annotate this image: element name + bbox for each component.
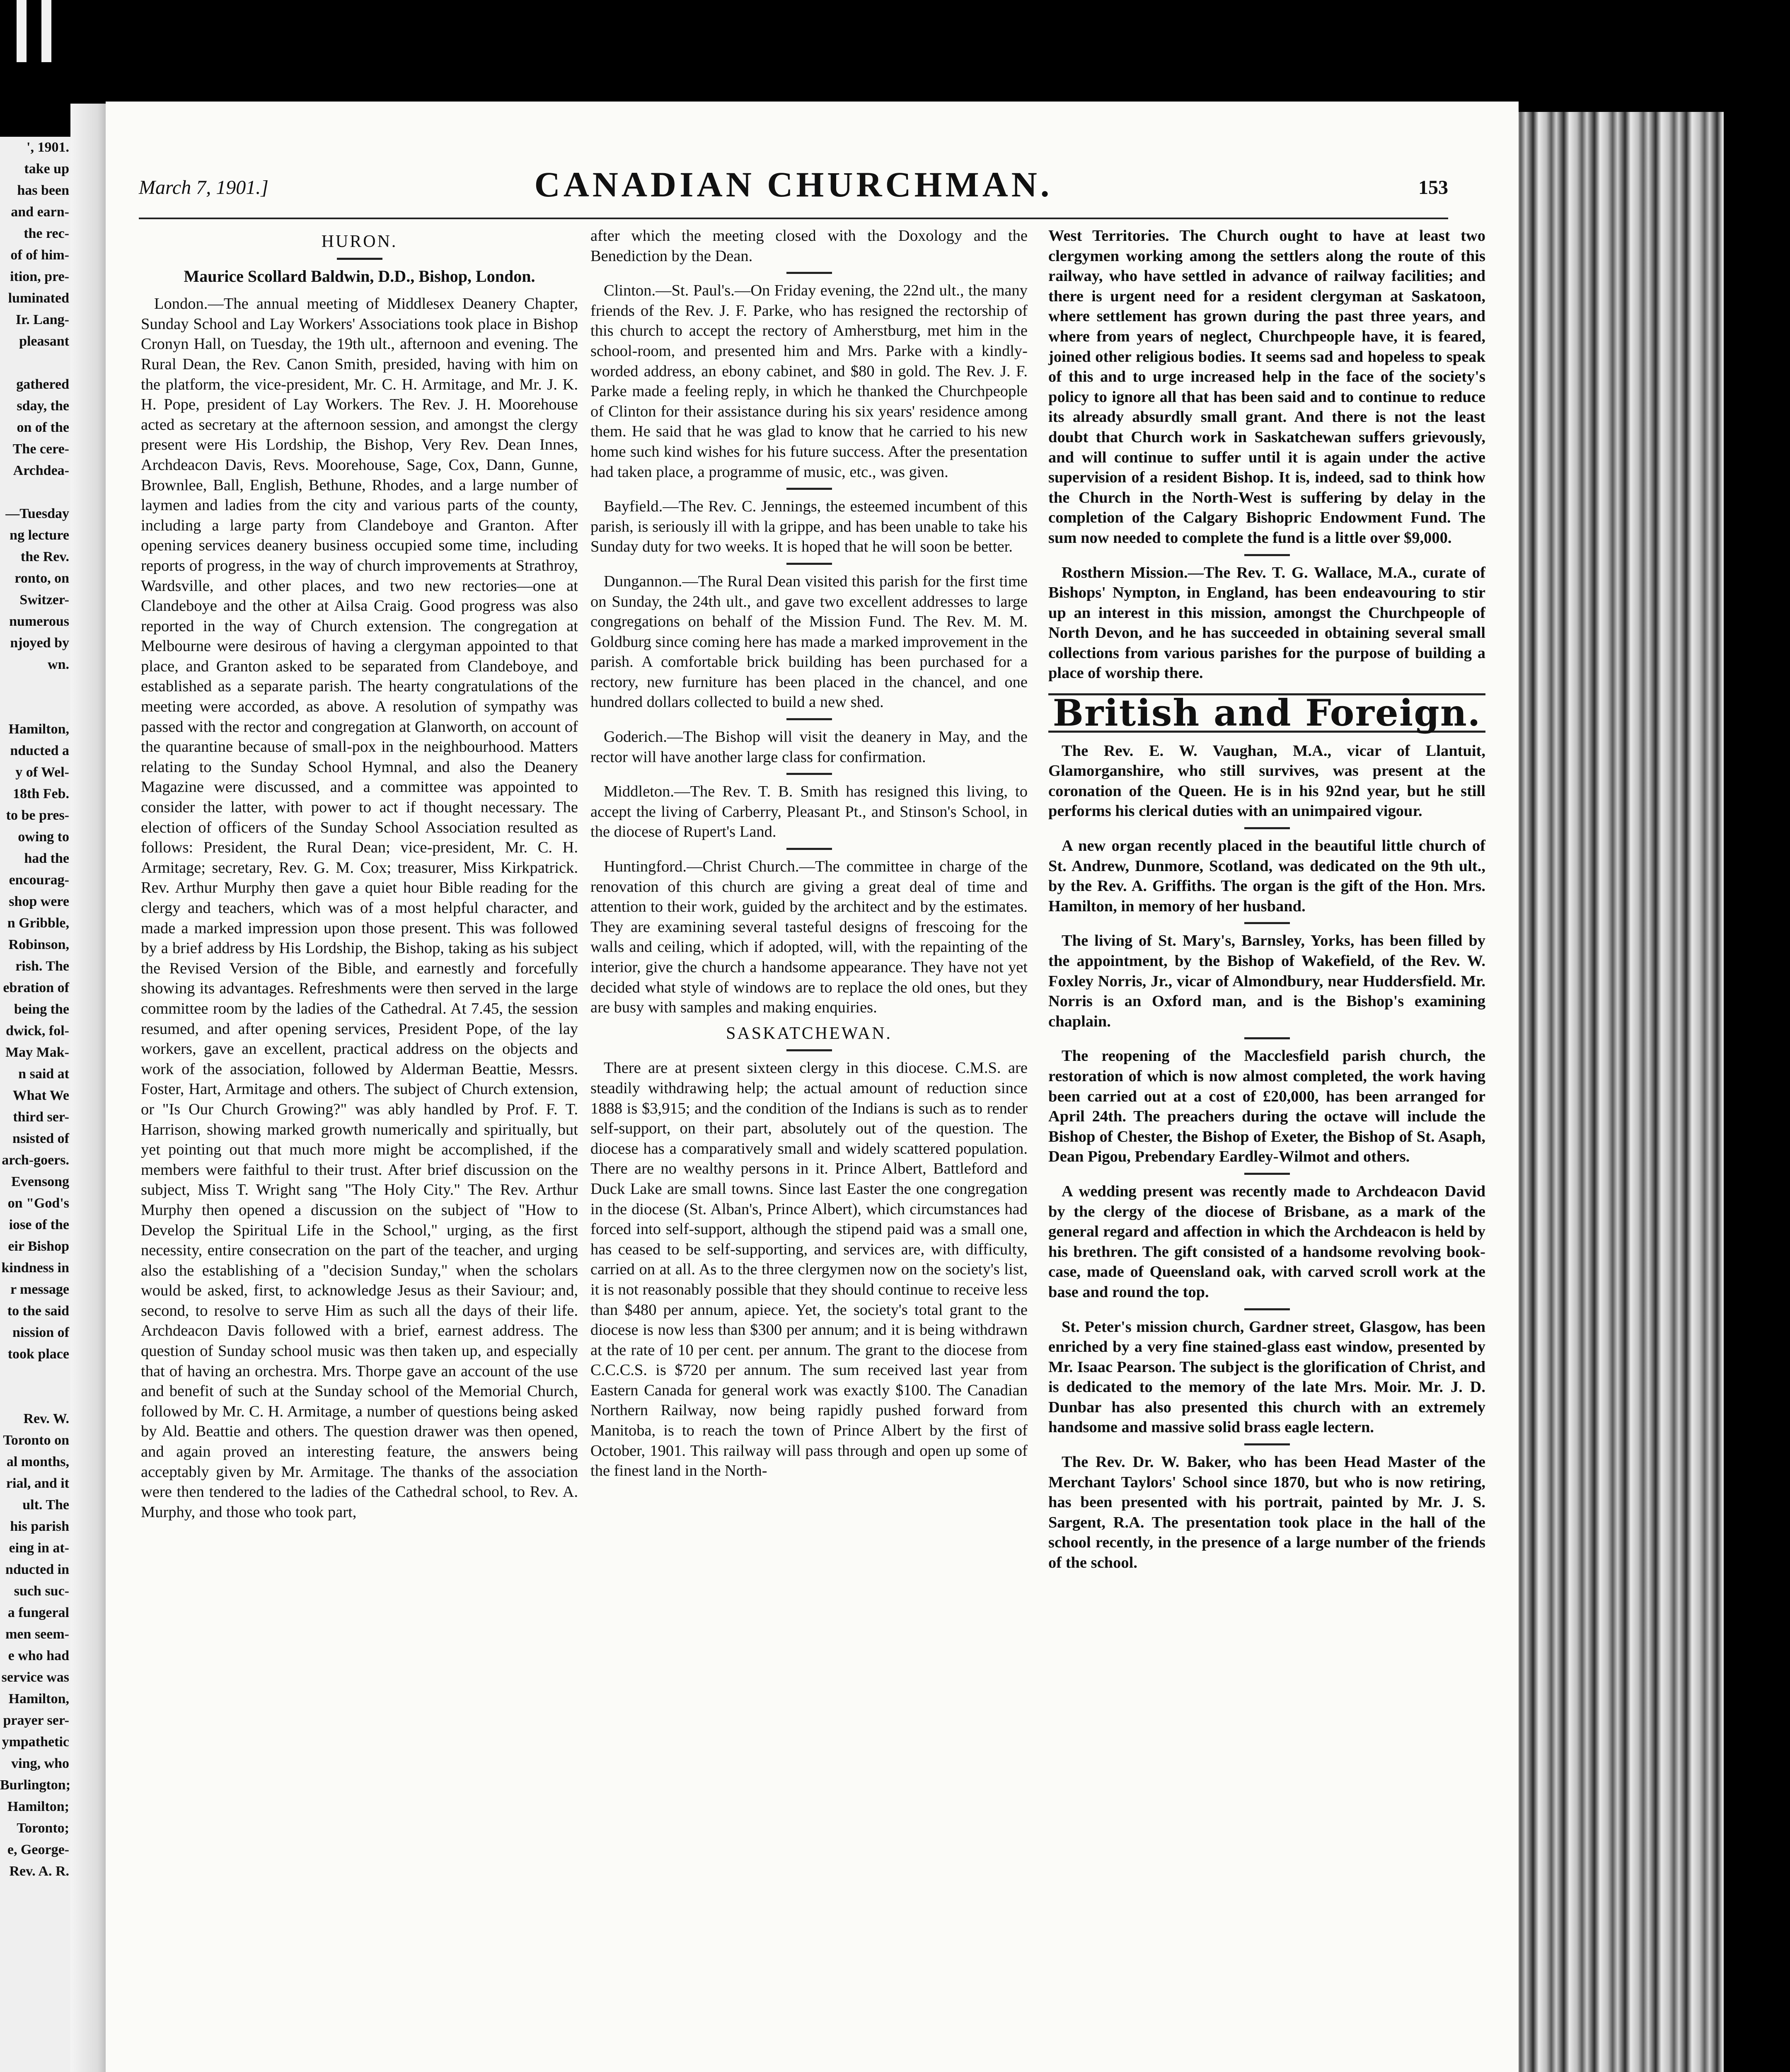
facing-page-line: e who had xyxy=(8,1648,69,1663)
divider xyxy=(786,272,832,274)
facing-page-line: ', 1901. xyxy=(27,140,69,155)
article-vaughan: The Rev. E. W. Vaughan, M.A., vicar of Llantuit, Glamorganshire, who still survives, was present at the coronation of the Queen. He is in his 92nd year, but he still performs his clerical duties with an unimpaired vigour. xyxy=(1048,742,1485,820)
facing-page-line: y of Wel- xyxy=(15,765,69,780)
facing-page-line: Archdea- xyxy=(13,463,69,478)
column-1 xyxy=(141,226,578,1526)
facing-page-line: iose of the xyxy=(9,1217,69,1232)
facing-page-line: —Tuesday xyxy=(5,506,69,521)
facing-page-line: Ir. Lang- xyxy=(15,312,69,327)
divider xyxy=(1244,1173,1290,1175)
column-2 xyxy=(590,226,1028,1485)
facing-page-line: pleasant xyxy=(19,334,69,349)
facing-page-line: Rev. W. xyxy=(23,1411,69,1426)
facing-page-line: took place xyxy=(7,1346,69,1362)
facing-page-line: e, George- xyxy=(7,1842,69,1857)
film-marker-top-1 xyxy=(17,0,27,62)
facing-page-line: luminated xyxy=(8,290,69,306)
facing-page-line xyxy=(0,697,73,719)
article-rosthern: Rosthern Mission.—The Rev. T. G. Wallace, M.A., curate of Bishops' Nympton, in England, has been endeavouring to stir up an interest in this mission, amongst the Churchpeople of North Devon, and he has succeeded in obtaining several small collections from various parishes for the purpose of building a place of worship there. xyxy=(1048,564,1485,682)
facing-page-line xyxy=(0,1365,73,1387)
facing-page-line: eing in at- xyxy=(9,1540,69,1556)
facing-page-line: on of the xyxy=(17,420,69,435)
facing-page-line: ving, who xyxy=(11,1756,69,1771)
facing-page-line: arch-goers. xyxy=(2,1152,69,1168)
bishop-line: Maurice Scollard Baldwin, D.D., Bishop, London. xyxy=(184,266,535,286)
facing-page-line: has been xyxy=(17,183,69,198)
column-3 xyxy=(1048,226,1485,1577)
facing-page-line: third ser- xyxy=(13,1109,69,1125)
facing-page-line: shop were xyxy=(9,894,69,909)
facing-page-line: al months, xyxy=(6,1454,69,1469)
facing-page-line: a fungeral xyxy=(7,1605,69,1620)
facing-page-line: numerous xyxy=(9,614,69,629)
newspaper-page xyxy=(106,102,1519,2072)
facing-page-line: eir Bishop xyxy=(8,1239,69,1254)
divider xyxy=(1244,1443,1290,1445)
facing-page-line: n Gribble, xyxy=(7,915,69,931)
article-organ: A new organ recently placed in the beautiful little church of St. Andrew, Dunmore, Scotland, was dedicated on the 9th ult., by the Rev. A. Griffiths. The organ is the gift of the Hon. Mrs. Hamilton, in memory of her husband. xyxy=(1048,837,1485,915)
article-goderich: Goderich.—The Bishop will visit the deanery in May, and the rector will have another large class for confirmation. xyxy=(590,728,1028,766)
facing-page-line: encourag- xyxy=(9,872,69,888)
divider xyxy=(1244,922,1290,924)
facing-page-line: and earn- xyxy=(11,204,69,220)
divider xyxy=(786,773,832,775)
page-number: 153 xyxy=(1418,177,1448,198)
facing-page-line: Hamilton; xyxy=(7,1799,69,1814)
divider xyxy=(1244,827,1290,829)
divider xyxy=(1244,1037,1290,1039)
divider xyxy=(786,488,832,490)
facing-page-line: owing to xyxy=(18,829,69,845)
facing-page-line: his parish xyxy=(10,1519,69,1534)
facing-page-line: Rev. A. R. xyxy=(9,1864,69,1879)
facing-page-line: 18th Feb. xyxy=(13,786,69,801)
facing-page-line: being the xyxy=(14,1002,69,1017)
article-continued: after which the meeting closed with the Doxology and the Benediction by the Dean. xyxy=(590,227,1028,265)
facing-page-line: Hamilton, xyxy=(8,721,69,737)
facing-page-line: such suc- xyxy=(14,1583,69,1599)
facing-page-line: What We xyxy=(12,1088,69,1103)
facing-page-line: gathered xyxy=(16,377,69,392)
facing-page-line: Hamilton, xyxy=(8,1691,69,1706)
facing-page-line: men seem- xyxy=(5,1627,69,1642)
facing-page-line: ronto, on xyxy=(15,571,69,586)
facing-page-line: Burlington; xyxy=(0,1777,71,1793)
facing-page-line: ult. The xyxy=(22,1497,69,1513)
masthead: CANADIAN CHURCHMAN. xyxy=(534,165,1053,204)
facing-page-line: take up xyxy=(24,161,69,177)
facing-page-line: The cere- xyxy=(12,441,69,457)
facing-page-line: ition, pre- xyxy=(10,269,69,284)
facing-page-line: Robinson, xyxy=(8,937,69,952)
page-header xyxy=(139,164,1448,209)
facing-page-line: prayer ser- xyxy=(3,1713,69,1728)
article-dungannon: Dungannon.—The Rural Dean visited this parish for the first time on Sunday, the 24th ult., and gave two excellent addresses to large congregations on behalf of the Mission Fund. The Rev. M. M. Goldburg since coming here has made a marked improvement in the parish. A comfortable brick building has been purchased for a rectory, new furniture has been placed in the chancel, and one hundred dollars collected to build a new shed. xyxy=(590,572,1028,711)
divider xyxy=(1244,554,1290,556)
article-clinton: Clinton.—St. Paul's.—On Friday evening, the 22nd ult., the many friends of the Rev. J. F. Parke, who has resigned the rectorship of this church to accept the rectory of Amherstburg, met him in the school-room, and presented him and Mrs. Parke with a kindly-worded address, an ebony cabinet, and $80 in gold. The Rev. J. F. Parke made a feeling reply, in which he thanked the Churchpeople of Clinton for their assistance during his six years' residence among them. He said that he was glad to know that he carried to his new home such kind wishes for his future success. After the presentation had taken place, a programme of music, etc., was given. xyxy=(590,282,1028,481)
header-rule xyxy=(139,218,1448,219)
article-saskatchewan-cont: West Territories. The Church ought to have at least two clergymen working among the settlers along the route of this railway, who have settled in advance of railway facilities; and there is urgent need for a resident clergyman at Saskatoon, where settlement has grown during the past three years, and where from years of neglect, Churchpeople have, it is feared, joined other religious bodies. It seems sad and hopeless to speak of this and to urge increased help in the face of the society's policy to ignore all that has been said and to continue to reduce its already absurdly small grant. And there is not the least doubt that Church work in Saskatchewan suffers grievously, and will continue to suffer until it is again under the active supervision of a resident Bishop. It is, indeed, sad to think how the Church in the North-West is suffering by delay in the completion of the Calgary Bishopric Endowment Fund. The sum now needed to complete the fund is a little over $9,000. xyxy=(1048,227,1485,547)
facing-page-line: ng lecture xyxy=(10,528,69,543)
facing-page-line: dwick, fol- xyxy=(6,1023,69,1038)
facing-page-line: Toronto on xyxy=(3,1433,69,1448)
facing-page-line: Toronto; xyxy=(17,1820,69,1836)
article-bayfield: Bayfield.—The Rev. C. Jennings, the esteemed incumbent of this parish, is seriously ill with la grippe, and has been unable to take his Sunday duty for two weeks. It is hoped that he will soon be better. xyxy=(590,498,1028,556)
article-wedding-present: A wedding present was recently made to Archdeacon David by the clergy of the diocese of Brisbane, as a mark of the general regard and affection in which the Archdeacon is held by his brethren. The gift consisted of a handsome revolving book-case, made of Queensland oak, with carved scroll work at the base and round the top. xyxy=(1048,1182,1485,1301)
divider xyxy=(786,718,832,720)
facing-page-line: nducted a xyxy=(10,743,69,758)
facing-page-fragment xyxy=(0,137,73,2072)
facing-page-line: Switzer- xyxy=(19,592,69,608)
article-macclesfield: The reopening of the Macclesfield parish church, the restoration of which is now almost completed, the work having been carried out at a cost of £20,000, has been arranged for April 24th. The preachers during the octave will include the Bishop of Chester, the Bishop of Exeter, the Bishop of St. Asaph, Dean Pigou, Prebendary Eardley-Wilmot and others. xyxy=(1048,1047,1485,1166)
divider xyxy=(337,258,382,260)
facing-page-line: r message xyxy=(10,1282,69,1297)
facing-page-line: nsisted of xyxy=(12,1131,69,1146)
facing-page-line: rial, and it xyxy=(6,1476,69,1491)
facing-page-line: rish. The xyxy=(15,959,69,974)
article-huntingford: Huntingford.—Christ Church.—The committee in charge of the renovation of this church are giving a great deal of time and attention to their work, guided by the architect and by the estimates. They are examining several tasteful designs of frescoing for the walls and ceiling, which if adopted, will, with the repainting of the interior, give the church a handsome appearance. They have not yet decided what style of windows are to replace the old ones, but they are busy with samples and making enquiries. xyxy=(590,858,1028,1017)
facing-page-line: had the xyxy=(24,851,69,866)
facing-page-line: kindness in xyxy=(1,1260,69,1276)
section-heading-british-foreign: British and Foreign. xyxy=(1048,693,1485,733)
divider xyxy=(786,848,832,850)
facing-page-line: the Rev. xyxy=(20,549,69,564)
facing-page-line: the rec- xyxy=(24,226,69,241)
facing-page-line: service was xyxy=(1,1670,69,1685)
facing-page-line: to be pres- xyxy=(6,808,69,823)
facing-page-line: wn. xyxy=(48,657,69,672)
facing-page-line: ebration of xyxy=(3,980,69,995)
facing-page-line: njoyed by xyxy=(10,635,69,651)
facing-page-line: sday, the xyxy=(17,398,69,414)
divider xyxy=(786,1049,832,1051)
facing-page-line: Evensong xyxy=(11,1174,69,1189)
section-heading-huron: HURON. xyxy=(321,232,398,251)
facing-page-line: nducted in xyxy=(5,1562,69,1577)
article-barnsley: The living of St. Mary's, Barnsley, Yorks, has been filled by the appointment, by the Bishop of Wakefield, of the Rev. W. Foxley Norris, Jr., vicar of Almondbury, near Huddersfield. Mr. Norris is an Oxford man, and is the Bishop's examining chaplain. xyxy=(1048,932,1485,1030)
facing-page-line: to the said xyxy=(7,1303,69,1319)
article-middleton: Middleton.—The Rev. T. B. Smith has resigned this living, to accept the living of Carberry, Pleasant Pt., and Stinson's School, in the diocese of Rupert's Land. xyxy=(590,783,1028,841)
facing-page-line: n said at xyxy=(18,1066,69,1082)
facing-page-line: on "God's xyxy=(7,1196,69,1211)
page-edges xyxy=(1508,112,1724,2072)
facing-page-line: of of him- xyxy=(10,247,69,263)
article-st-peters: St. Peter's mission church, Gardner street, Glasgow, has been enriched by a very fine stained-glass east window, presented by Mr. Isaac Pearson. The subject is the glorification of Christ, and is dedicated to the memory of the late Mrs. Moir. Mr. J. D. Dunbar has also presented this church with an extremely handsome and massive solid brass eagle lectern. xyxy=(1048,1318,1485,1436)
film-marker-top-2 xyxy=(41,0,51,62)
facing-page-line xyxy=(0,482,73,503)
facing-page-line xyxy=(0,352,73,374)
divider xyxy=(1244,1308,1290,1310)
facing-page-line: May Mak- xyxy=(5,1045,69,1060)
article-saskatchewan: There are at present sixteen clergy in this diocese. C.M.S. are steadily withdrawing help; the actual amount of reduction since 1888 is $3,915; and the condition of the Indians is such as to render self-support, on their part, absolutely out of the question. The diocese has a comparatively small and widely scattered population. There are no wealthy persons in it. Prince Albert, Battleford and Duck Lake are small towns. Since last Easter the one congregation in the diocese (St. Alban's, Prince Albert), which circumstances had forced into self-support, although the stipend paid was a small one, has ceased to be self-supporting, and services are, with difficulty, carried on at all. As to the three clergymen now on the society's list, it is not reasonably possible that they should continue to receive less than $480 per annum, apiece. Yet, the society's total grant to the diocese is now less than $300 per annum; and it is being withdrawn at the rate of 10 per cent. per annum. The grant to the diocese from C.C.C.S. is $720 per annum. The sum received last year from Eastern Canada for general work was exactly $100. The Canadian Northern Railway, now being rapidly pushed forward from Manitoba, is to reach the town of Prince Albert by the first of October, 1901. This railway will pass through and open up some of the finest land in the North- xyxy=(590,1059,1028,1480)
facing-page-line: nission of xyxy=(12,1325,69,1340)
facing-page-line: ympathetic xyxy=(2,1734,69,1750)
article-london: London.—The annual meeting of Middlesex Deanery Chapter, Sunday School and Lay Workers' Associations took place in Bishop Cronyn Hall, on Tuesday, the 19th ult., afternoon and evening. The Rural Dean, the Rev. Canon Smith, presided, having with him on the platform, the vice-president, Mr. C. H. Armitage, and Mr. J. K. H. Pope, president of Lay Workers. The Rev. J. H. Moorehouse acted as secretary at the afternoon session, and amongst the clergy present were His Lordship, the Bishop, Very Rev. Dean Innes, Archdeacon Davis, Revs. Moorehouse, Sage, Cox, Dann, Gunne, Brownlee, Ball, English, Bethune, Rhodes, and a large number of laymen and ladies from the city and various parts of the county, including a large party from Clandeboye and Granton. After opening services deanery business occupied some time, including reports of progress, in the way of church improvements at Strathroy, Wardsville, and other places, and two new rectories—one at Clandeboye and the other at Ailsa Craig. Good progress was also reported in the way of Church extension. The congregation at Melbourne were desirous of having a clergyman appointed to that place, and Granton asked to be separated from Clandeboye, and established as a separate parish. The hearty congratulations of the meeting were accorded, as above. A resolution of sympathy was passed with the rector and congregation at Glanworth, on account of the quarantine because of small-pox in the neighbourhood. Matters relating to the Sunday School Hymnal, and also the Deanery Magazine were discussed, and a committee was appointed to consider the latter, with power to act if thought necessary. The election of officers of the Sunday School Association resulted as follows: President, the Rural Dean; vice-president, Mr. C. H. Armitage; secretary, Rev. G. M. Cox; treasurer, Miss Kirkpatrick. Rev. Arthur Murphy then gave a quiet hour Bible reading for the clergy and teachers, which was of a most helpful character, and made a marked impression upon those present. This was followed by a brief address by His Lordship, the Bishop, taking as his subject the Revised Version of the Bible, and earnestly and forcefully showing its advantages. Refreshments were then served in the large committee room by the ladies of the Cathedral. At 7.45, the session resumed, and after opening services, President Pope, of the lay workers, gave an excellent, practical address on the objects and work of the association, followed by Alderman Beattie, Messrs. Foster, Hart, Armitage and others. The subject of Church extension, or "Is Our Church Growing?" was ably handled by Prof. F. T. Harrison, showing marked growth numerically and spiritually, but yet pointing out that much more might be accomplished, if the members were faithful to their trust. After brief discussion on the subject, Miss T. Wright sang "The Holy City." The Rev. Arthur Murphy then opened a discussion on the subject of "How to Develop the Spiritual Life in the School," urging, as the first necessity, entire consecration on the part of the teacher, and urging also the establishing of a "decision Sunday," when the scholars would be asked, first, to acknowledge Jesus as their Saviour; and, second, to resolve to serve Him as such all the days of their life. Archdeacon Davis followed with a brief, earnest address. The question of Sunday school music was then taken up, and especially that of having an orchestra. Mrs. Thorpe gave an account of the use and benefit of such at the Sunday school of the Memorial Church, followed by Mr. C. H. Armitage, a number of questions being asked by Ald. Beattie and others. The question drawer was then opened, and again proved an interesting feature, the answers being acceptably given by Mr. Armitage. The thanks of the association were then tendered to the ladies of the Cathedral school, to Rev. A. Murphy, and those who took part, xyxy=(141,295,578,1521)
section-heading-saskatchewan: SASKATCHEWAN. xyxy=(726,1024,892,1043)
issue-date: March 7, 1901.] xyxy=(139,177,268,198)
article-baker: The Rev. Dr. W. Baker, who has been Head Master of the Merchant Taylors' School since 1870, but who is now retiring, has been presented with his portrait, painted by Mr. J. S. Sargent, R.A. The presentation took place in the hall of the school recently, in the presence of a large number of the friends of the school. xyxy=(1048,1453,1485,1572)
facing-page-line xyxy=(0,1387,73,1408)
divider xyxy=(786,563,832,565)
facing-page-line xyxy=(0,675,73,697)
